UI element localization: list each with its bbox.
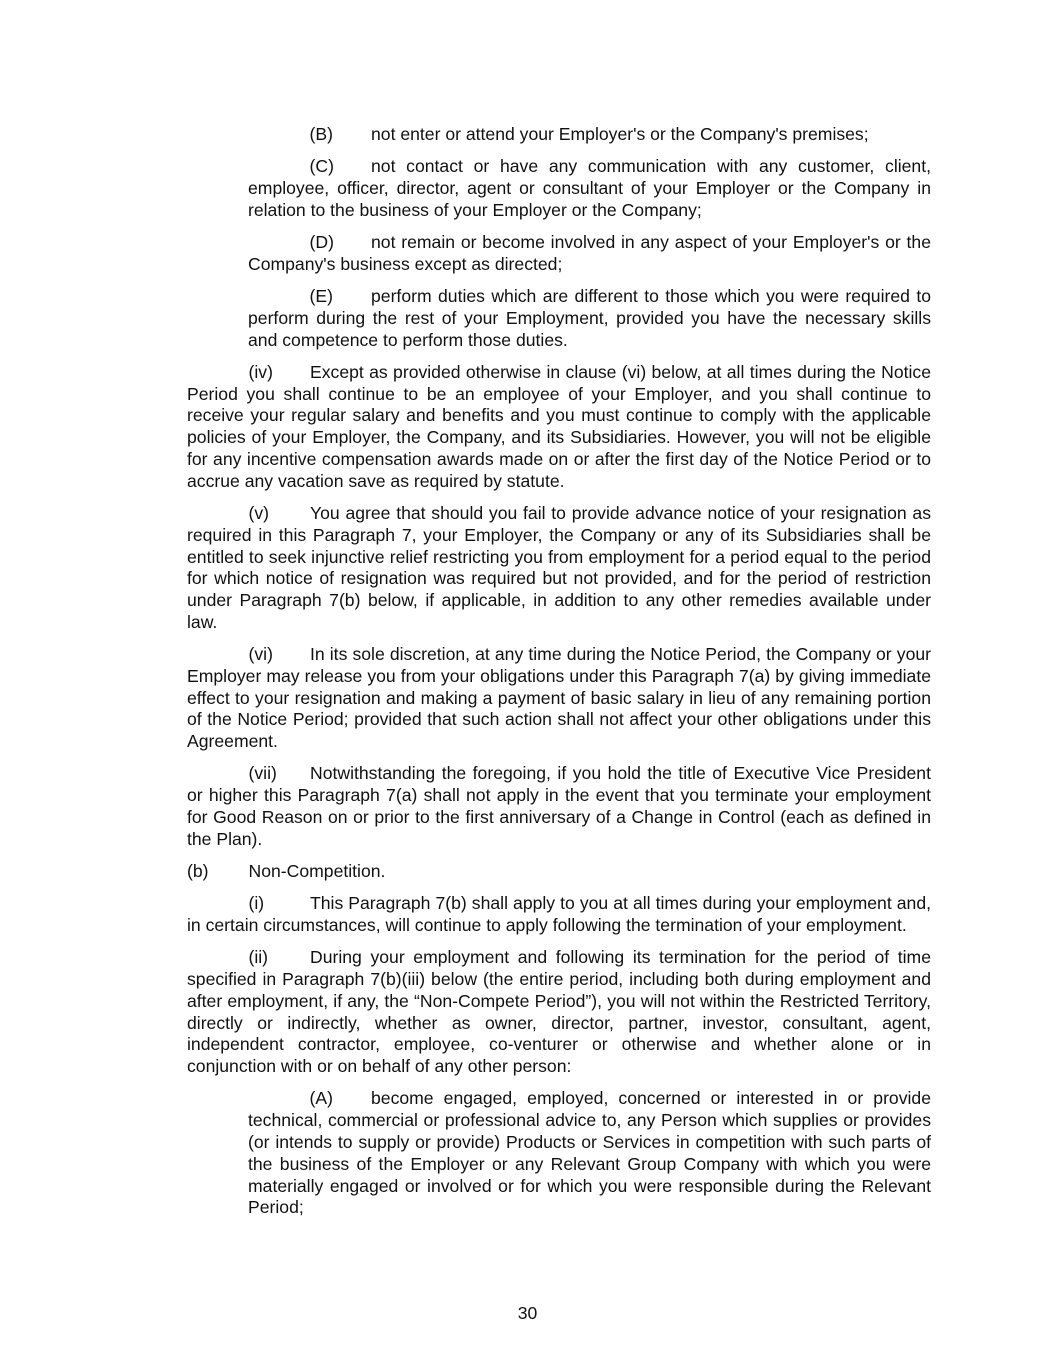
paragraph-label: (vi) xyxy=(248,644,273,665)
paragraph-text: In its sole discretion, at any time during the Notice Period, the Company or your Employer may release you from your obligations under this Paragraph 7(a) by giving immediate effect to your resignation and making a payment of basic salary in lieu of any remaining portion of the Notice Period; provided that such action shall not affect your other obligations under this Agreement. xyxy=(187,644,931,752)
paragraph-i xyxy=(187,893,931,937)
paragraph-E xyxy=(248,286,931,351)
paragraph-label: (iv) xyxy=(248,361,273,382)
paragraph-vi xyxy=(187,644,931,753)
paragraph-text: perform duties which are different to those which you were required to perform during the rest of your Employment, provided you have the necessary skills and competence to perform those duties. xyxy=(248,285,931,350)
paragraph-text: Non-Competition. xyxy=(248,861,386,882)
paragraph-label: (D) xyxy=(309,231,334,252)
paragraph-label: (b) xyxy=(187,861,209,882)
paragraph-text: You agree that should you fail to provide advance notice of your resignation as required in this Paragraph 7, your Employer, the Company or any of its Subsidiaries shall be entitled to seek injunctive relief restricting you from employment for a period equal to the period for which notice of resignation was required but not provided, and for the period of restriction under Paragraph 7(b) below, if applicable, in addition to any other remedies available under law. xyxy=(187,502,931,632)
paragraph-text: This Paragraph 7(b) shall apply to you at all times during your employment and, in certain circumstances, will continue to apply following the termination of your employment. xyxy=(187,893,931,936)
paragraph-text: become engaged, employed, concerned or interested in or provide technical, commercial or professional advice to, any Person which supplies or provides (or intends to supply or provide) Products or Services in competition with such parts of the business of the Employer or any Relevant Group Company with which you were materially engaged or involved or for which you were responsible during the Relevant Period; xyxy=(248,1088,931,1218)
paragraph-D xyxy=(248,232,931,276)
paragraph-label: (vii) xyxy=(248,763,277,784)
paragraph-A xyxy=(248,1088,931,1219)
paragraph-label: (i) xyxy=(248,893,265,914)
paragraph-text: not remain or become involved in any aspect of your Employer's or the Company's business except as directed; xyxy=(248,231,931,274)
paragraph-B xyxy=(248,124,931,146)
paragraph-b xyxy=(187,861,931,883)
paragraph-text: During your employment and following its termination for the period of time specified in Paragraph 7(b)(iii) below (the entire period, including both during employment and after employment, if any, the “Non-Compete Period”), you will not within the Restricted Territory, directly or indirectly, whether as owner, director, partner, investor, consultant, agent, independent contractor, employee, co-venturer or otherwise and whether alone or in conjunction with or on behalf of any other person: xyxy=(187,947,931,1077)
page-number: 30 xyxy=(517,1303,538,1323)
paragraph-text: Notwithstanding the foregoing, if you hold the title of Executive Vice President or higher this Paragraph 7(a) shall not apply in the event that you terminate your employment for Good Reason on or prior to the first anniversary of a Change in Control (each as defined in the Plan). xyxy=(187,763,931,849)
paragraph-text: Except as provided otherwise in clause (vi) below, at all times during the Notice Period you shall continue to be an employee of your Employer, and you shall continue to receive your regular salary and benefits and you must continue to comply with the applicable policies of your Employer, the Company, and its Subsidiaries. However, you will not be eligible for any incentive compensation awards made on or after the first day of the Notice Period or to accrue any vacation save as required by statute. xyxy=(187,361,931,491)
paragraph-label: (B) xyxy=(309,124,333,144)
paragraph-iv xyxy=(187,362,931,493)
paragraph-C xyxy=(248,156,931,221)
paragraph-vii xyxy=(187,763,931,850)
paragraph-v xyxy=(187,503,931,634)
paragraph-label: (v) xyxy=(248,502,270,523)
paragraph-label: (E) xyxy=(309,285,333,306)
paragraph-label: (A) xyxy=(309,1088,333,1109)
paragraph-label: (ii) xyxy=(248,947,269,968)
paragraph-ii xyxy=(187,947,931,1078)
paragraph-label: (C) xyxy=(309,156,334,177)
document-body xyxy=(187,124,931,1230)
paragraph-text: not enter or attend your Employer's or the Company's premises; xyxy=(371,124,869,144)
paragraph-text: not contact or have any communication with any customer, client, employee, officer, director, agent or consultant of your Employer or the Company in relation to the business of your Employer or the Company; xyxy=(248,156,931,220)
